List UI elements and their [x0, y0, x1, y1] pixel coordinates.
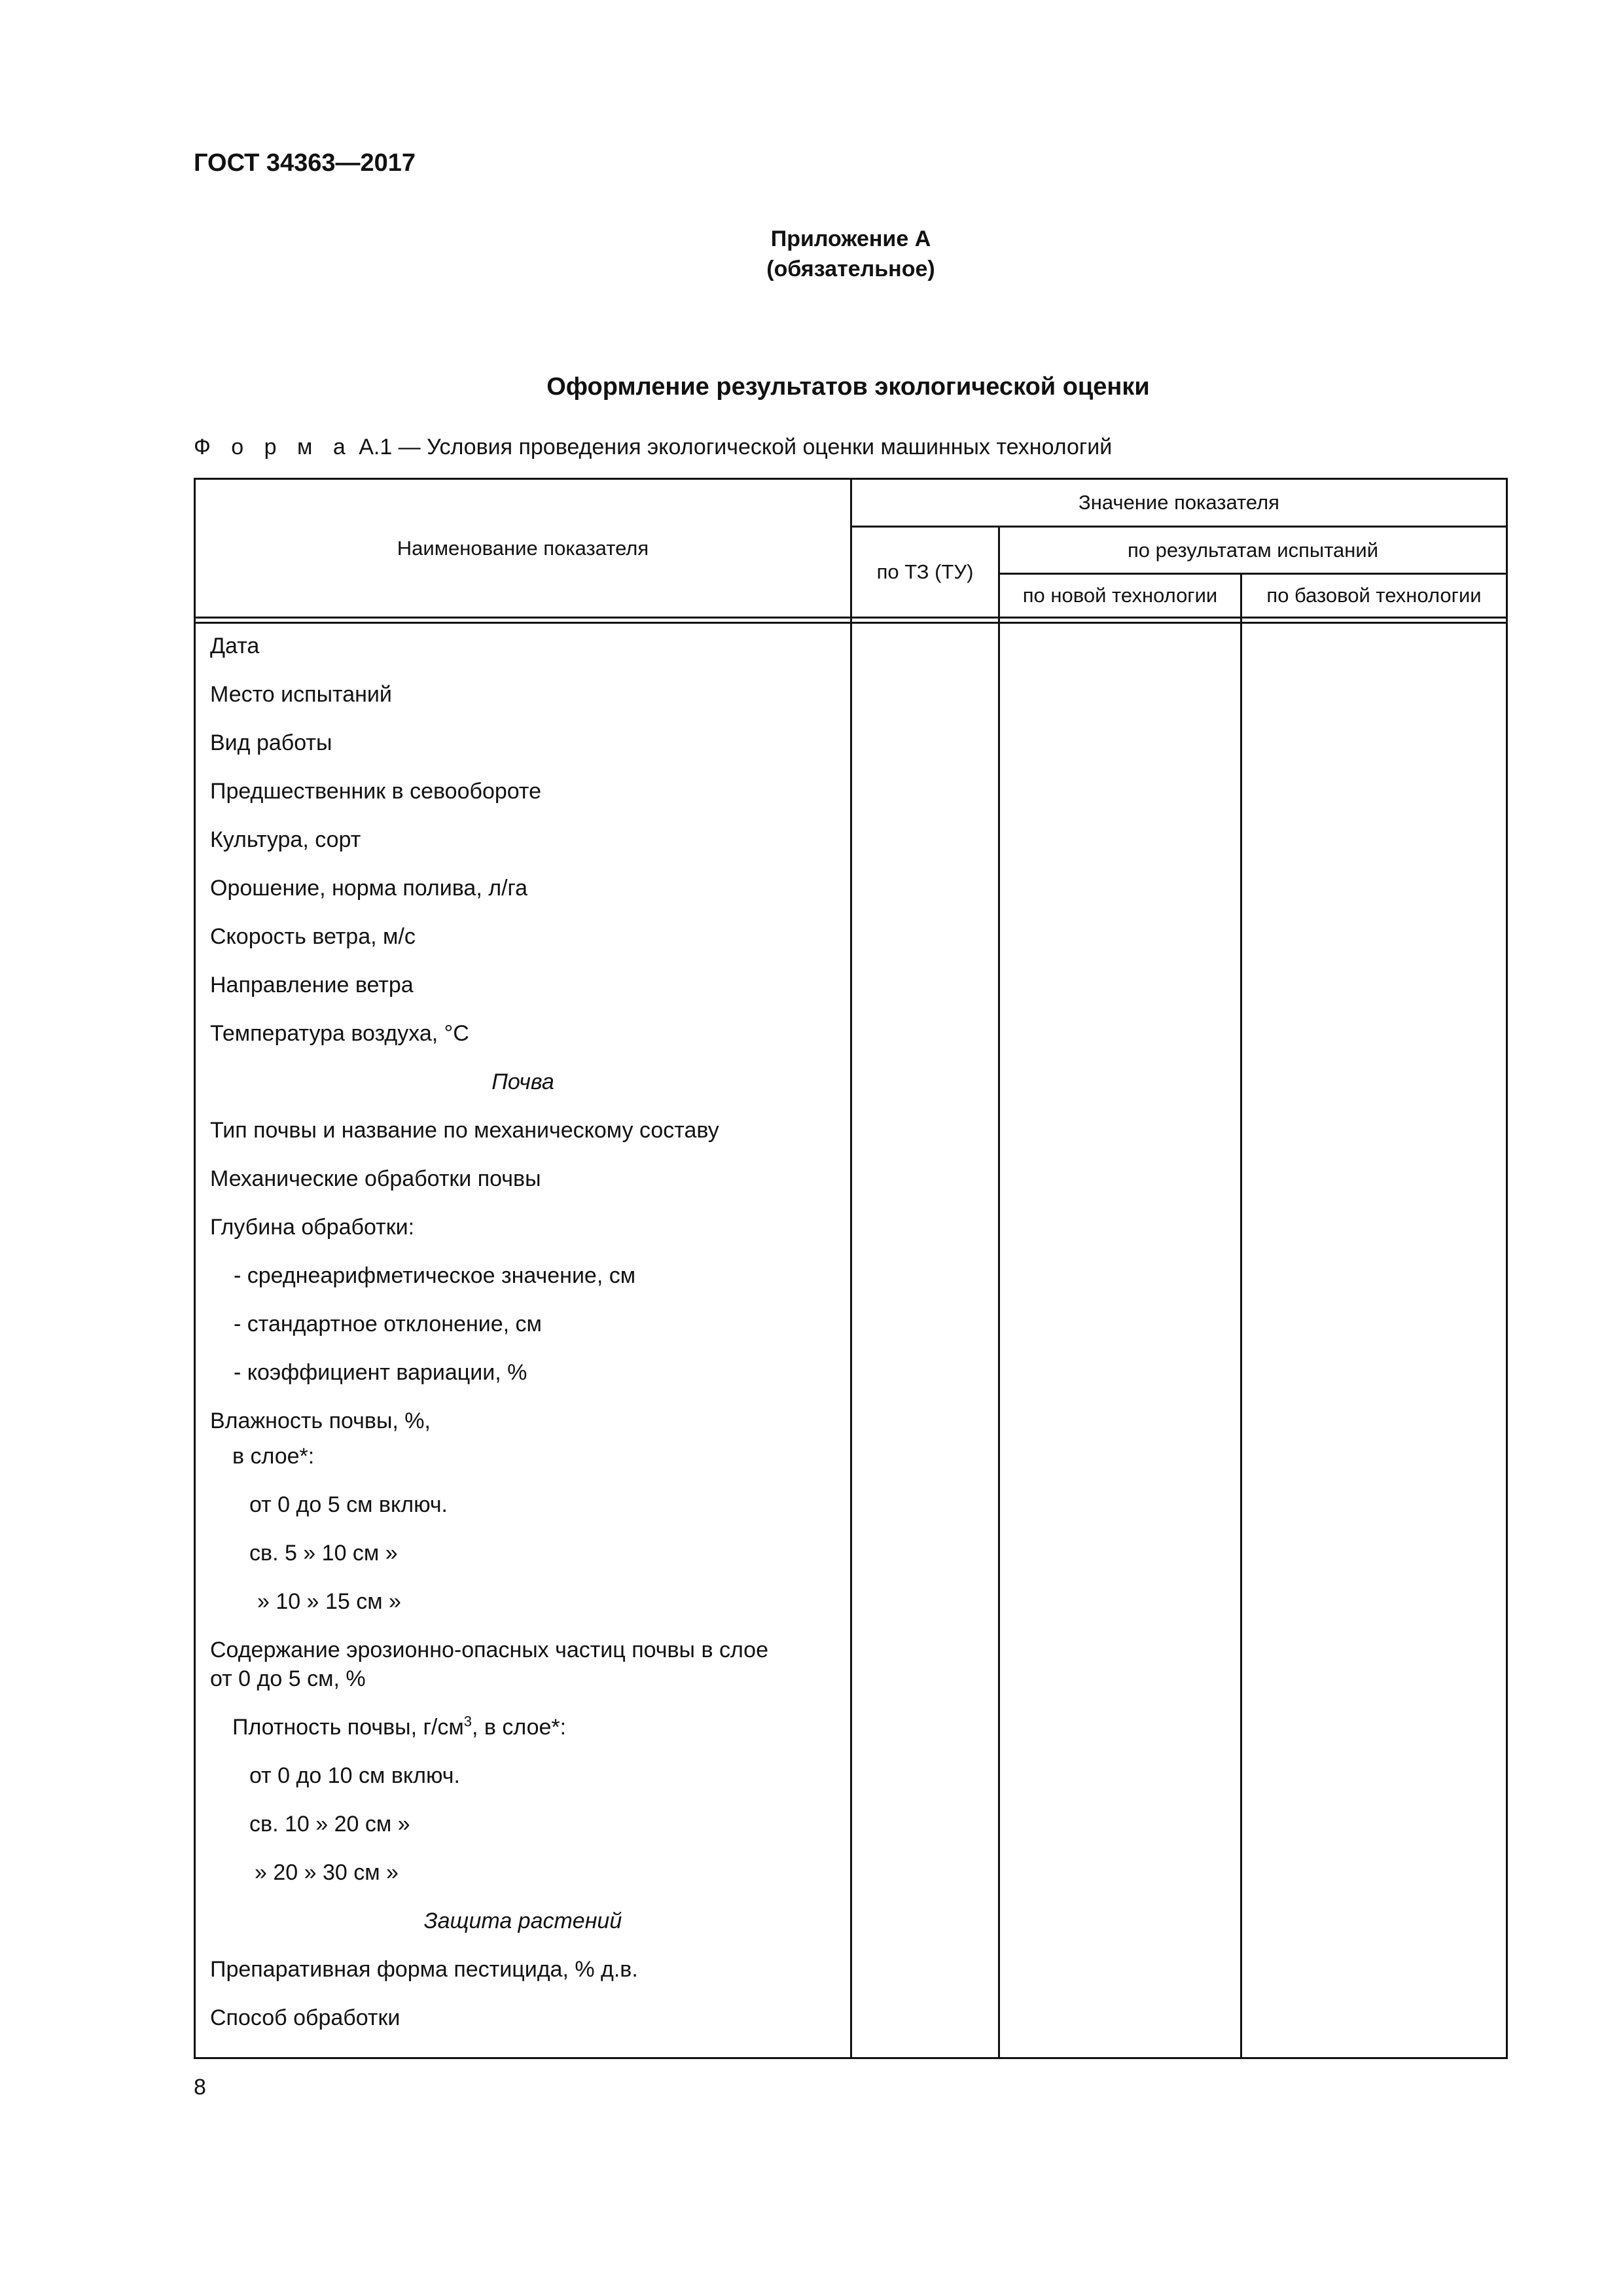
header-results: по результатам испытаний [1127, 538, 1379, 562]
table-row: от 0 до 5 см, % [210, 1666, 366, 1691]
form-caption [194, 435, 1112, 460]
annex-type: (обязательное) [766, 257, 935, 281]
table-row: - стандартное отклонение, см [234, 1312, 542, 1336]
table-row: Влажность почвы, %, [210, 1408, 431, 1433]
table-row: - коэффициент вариации, % [234, 1360, 527, 1385]
table-row: Место испытаний [210, 682, 392, 707]
header-name: Наименование показателя [397, 536, 649, 560]
header-spec: по ТЗ (ТУ) [876, 560, 974, 583]
subheading-soil: Почва [491, 1069, 554, 1094]
table-row: Препаративная форма пестицида, % д.в. [210, 1957, 638, 1982]
table-row: - среднеарифметическое значение, см [234, 1263, 636, 1288]
form-prefix: Ф о р м а [194, 435, 353, 459]
conditions-table [194, 478, 1508, 2059]
table-row: Содержание эрозионно-опасных частиц почвы в слое [210, 1638, 768, 1662]
density-label: Плотность почвы, г/см [232, 1715, 464, 1740]
table-row: Механические обработки почвы [210, 1166, 541, 1191]
annex-title: Приложение А [770, 226, 931, 251]
density-superscript: 3 [463, 1713, 472, 1730]
table-row: Направление ветра [210, 973, 414, 997]
table-row: Глубина обработки: [210, 1215, 415, 1240]
table-row: от 0 до 10 см включ. [249, 1763, 460, 1788]
table-row: Дата [210, 634, 260, 658]
table-row: Тип почвы и название по механическому составу [210, 1118, 719, 1143]
col-divider-2 [998, 526, 1000, 2057]
header-bottom-2 [196, 622, 1506, 624]
table-row: Температура воздуха, °C [210, 1021, 469, 1046]
standard-id: ГОСТ 34363—2017 [194, 149, 416, 177]
header-base-tech: по базовой технологии [1266, 584, 1482, 607]
table-row [232, 1713, 566, 1742]
form-caption-text: А.1 — Условия проведения экологической оценки машинных технологий [352, 435, 1113, 459]
page-number: 8 [194, 2075, 206, 2100]
table-row: Культура, сорт [210, 827, 361, 852]
subheading-plant-protection: Защита растений [423, 1909, 622, 1933]
table-row: от 0 до 5 см включ. [249, 1492, 448, 1517]
table-row: Способ обработки [210, 2005, 401, 2030]
table-row: св. 10 » 20 см » [249, 1812, 410, 1837]
density-suffix: , в слое*: [471, 1715, 567, 1740]
table-row: Орошение, норма полива, л/га [210, 876, 528, 901]
table-row: » 10 » 15 см » [257, 1589, 401, 1614]
table-row: в слое*: [232, 1444, 315, 1469]
table-row: св. 5 » 10 см » [249, 1541, 398, 1566]
section-title: Оформление результатов экологической оценки [546, 373, 1150, 401]
header-bottom-1 [196, 617, 1506, 619]
header-value: Значение показателя [1079, 491, 1279, 514]
col-divider-3 [1240, 573, 1242, 2057]
col-divider-1 [850, 480, 852, 2057]
table-row: Скорость ветра, м/с [210, 924, 416, 949]
table-row: » 20 » 30 см » [255, 1860, 399, 1885]
table-row: Вид работы [210, 730, 332, 755]
header-new-tech: по новой технологии [1022, 584, 1218, 607]
table-row: Предшественник в севообороте [210, 779, 542, 804]
